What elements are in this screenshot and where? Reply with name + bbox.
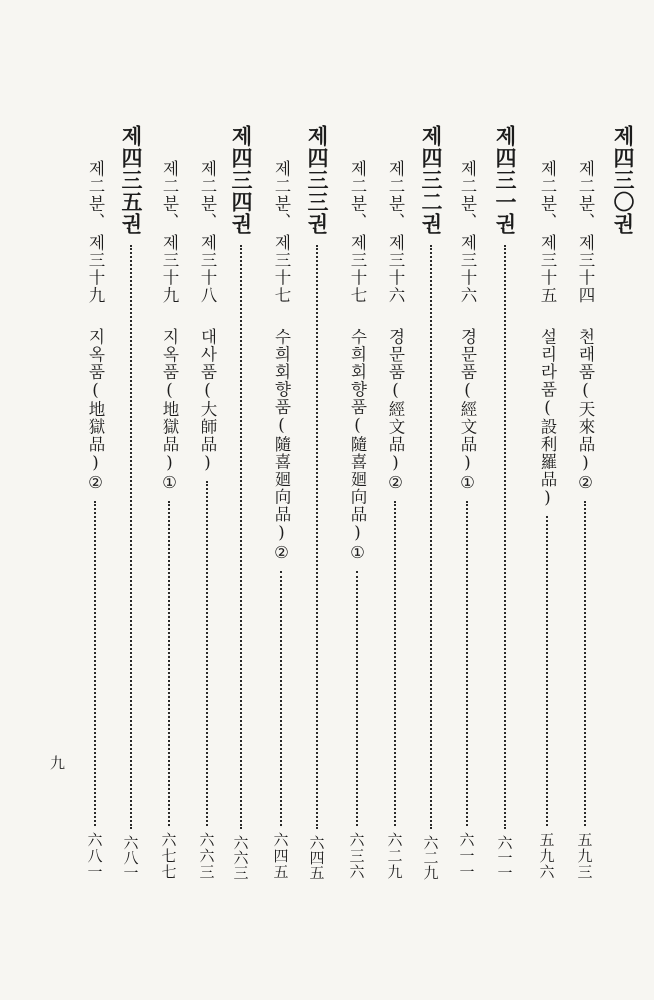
entry-section: 제二분、: [86, 160, 105, 230]
volume-page-number: 六八一: [121, 835, 140, 880]
entry-chapter: 제三十九: [160, 234, 179, 304]
volume-entry[interactable]: [116, 125, 146, 880]
leader-dots: [168, 501, 170, 826]
entry-chapter: 제三十七: [272, 234, 291, 304]
entry-section: 제二분、: [576, 160, 595, 230]
entry-title: 대사품(大師品): [198, 328, 217, 473]
entry-page-number: 六四五: [271, 832, 290, 880]
entry-title: 지옥품(地獄品)②: [86, 328, 105, 493]
entry-section: 제二분、: [348, 160, 367, 230]
entry-title: 지옥품(地獄品)①: [160, 328, 179, 493]
leader-dots: [394, 501, 396, 826]
entry-chapter: 제三十四: [576, 234, 595, 304]
volume-entry[interactable]: [302, 125, 332, 880]
entry-page-number: 五九三: [575, 832, 594, 880]
entry-chapter: 제三十六: [458, 234, 477, 304]
volume-heading: 제四三四권: [229, 125, 254, 235]
leader-dots: [206, 481, 208, 826]
leader-dots: [546, 516, 548, 826]
volume-entry[interactable]: [226, 125, 256, 880]
entry-chapter: 제三十八: [198, 234, 217, 304]
toc-entry[interactable]: [192, 160, 222, 880]
leader-dots: [130, 245, 132, 829]
volume-heading: 제四三〇권: [611, 125, 636, 235]
entry-page-number: 六八一: [85, 832, 104, 880]
entry-chapter: 제三十五: [538, 234, 557, 304]
leader-dots: [280, 571, 282, 826]
volume-entry[interactable]: [490, 125, 520, 880]
entry-chapter: 제三十九: [86, 234, 105, 304]
entry-chapter: 제三十七: [348, 234, 367, 304]
entry-title: 설리라품(設利羅品): [538, 328, 557, 508]
entry-section: 제二분、: [272, 160, 291, 230]
leader-dots: [356, 571, 358, 826]
toc-entry[interactable]: [570, 160, 600, 880]
entry-section: 제二분、: [386, 160, 405, 230]
leader-dots: [504, 245, 506, 829]
toc-entry[interactable]: [380, 160, 410, 880]
volume-heading: 제四三一권: [493, 125, 518, 235]
entry-section: 제二분、: [198, 160, 217, 230]
leader-dots: [430, 245, 432, 829]
entry-page-number: 五九六: [537, 832, 556, 880]
toc-entry[interactable]: [452, 160, 482, 880]
toc-entry[interactable]: [154, 160, 184, 880]
entry-title: 경문품(經文品)②: [386, 328, 405, 493]
volume-page-number: 六六三: [231, 835, 250, 880]
volume-page-number: 六四五: [307, 835, 326, 880]
leader-dots: [94, 501, 96, 826]
entry-section: 제二분、: [458, 160, 477, 230]
toc-entry[interactable]: [80, 160, 110, 880]
entry-chapter: 제三十六: [386, 234, 405, 304]
entry-title: 수희회향품(隨喜廻向品)②: [272, 328, 291, 563]
toc-entry[interactable]: [266, 160, 296, 880]
entry-page-number: 六六三: [197, 832, 216, 880]
leader-dots: [584, 501, 586, 826]
toc-entry[interactable]: [532, 160, 562, 880]
entry-title: 경문품(經文品)①: [458, 328, 477, 493]
entry-title: 수희회향품(隨喜廻向品)①: [348, 328, 367, 563]
entry-section: 제二분、: [538, 160, 557, 230]
volume-heading: 제四三二권: [419, 125, 444, 235]
volume-page-number: 六一一: [495, 835, 514, 880]
volume-page-number: 六二九: [421, 835, 440, 880]
entry-page-number: 六二九: [385, 832, 404, 880]
entry-title: 천래품(天來品)②: [576, 328, 595, 493]
volume-heading: 제四三五권: [119, 125, 144, 235]
volume-heading: 제四三三권: [305, 125, 330, 235]
leader-dots: [240, 245, 242, 829]
toc-entry[interactable]: [342, 160, 372, 880]
page-number: 九: [50, 754, 66, 772]
entry-page-number: 六七七: [159, 832, 178, 880]
volume-entry[interactable]: [416, 125, 446, 880]
leader-dots: [466, 501, 468, 826]
entry-page-number: 六三六: [347, 832, 366, 880]
leader-dots: [316, 245, 318, 829]
entry-section: 제二분、: [160, 160, 179, 230]
entry-page-number: 六一一: [457, 832, 476, 880]
